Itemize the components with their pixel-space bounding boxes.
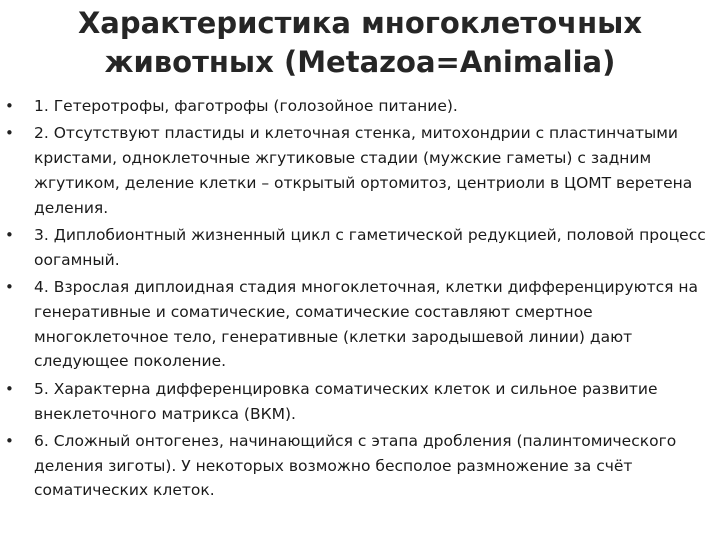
title-line-2: животных (Metazoa=Animalia) bbox=[104, 45, 616, 79]
bullet-icon: • bbox=[5, 431, 14, 450]
bullet-item-3 bbox=[0, 223, 712, 273]
bullet-text: 5. Характерна дифференцировка соматических клеток и сильное развитие внеклеточного матрикса (ВКМ). bbox=[34, 379, 658, 423]
bullet-text: 3. Диплобионтный жизненный цикл с гаметической редукцией, половой процесс оогамный. bbox=[34, 225, 706, 269]
bullet-text: 4. Взрослая диплоидная стадия многоклеточная, клетки дифференцируются на генеративные и соматические, соматические составляют смертное многоклеточное тело, генеративные (клетки зародышевой линии) дают следующее поколение. bbox=[34, 278, 699, 371]
bullet-item-4 bbox=[0, 275, 712, 374]
bullet-icon: • bbox=[5, 225, 14, 244]
bullet-item-5 bbox=[0, 377, 712, 427]
slide-title bbox=[40, 4, 680, 82]
bullet-icon: • bbox=[5, 379, 14, 398]
bullet-icon: • bbox=[5, 124, 14, 143]
bullet-text: 1. Гетеротрофы, фаготрофы (голозойное питание). bbox=[34, 97, 458, 115]
bullet-text: 2. Отсутствуют пластиды и клеточная стенка, митохондрии с пластинчатыми кристами, одноклеточные жгутиковые стадии (мужские гаметы) с задним жгутиком, деление клетки – открытый ортомитоз, центриоли в ЦОМТ веретена деления. bbox=[34, 124, 693, 217]
bullet-icon: • bbox=[5, 97, 14, 115]
bullet-icon: • bbox=[5, 278, 14, 297]
title-line-1: Характеристика многоклеточных bbox=[77, 6, 643, 40]
bullet-item-1 bbox=[0, 94, 712, 119]
bullet-item-2 bbox=[0, 121, 712, 220]
bullet-list bbox=[0, 94, 712, 506]
bullet-item-6 bbox=[0, 429, 712, 503]
bullet-text: 6. Сложный онтогенез, начинающийся с этапа дробления (палинтомического деления зиготы). У некоторых возможно бесполое размножение за счёт соматических клеток. bbox=[34, 431, 677, 500]
